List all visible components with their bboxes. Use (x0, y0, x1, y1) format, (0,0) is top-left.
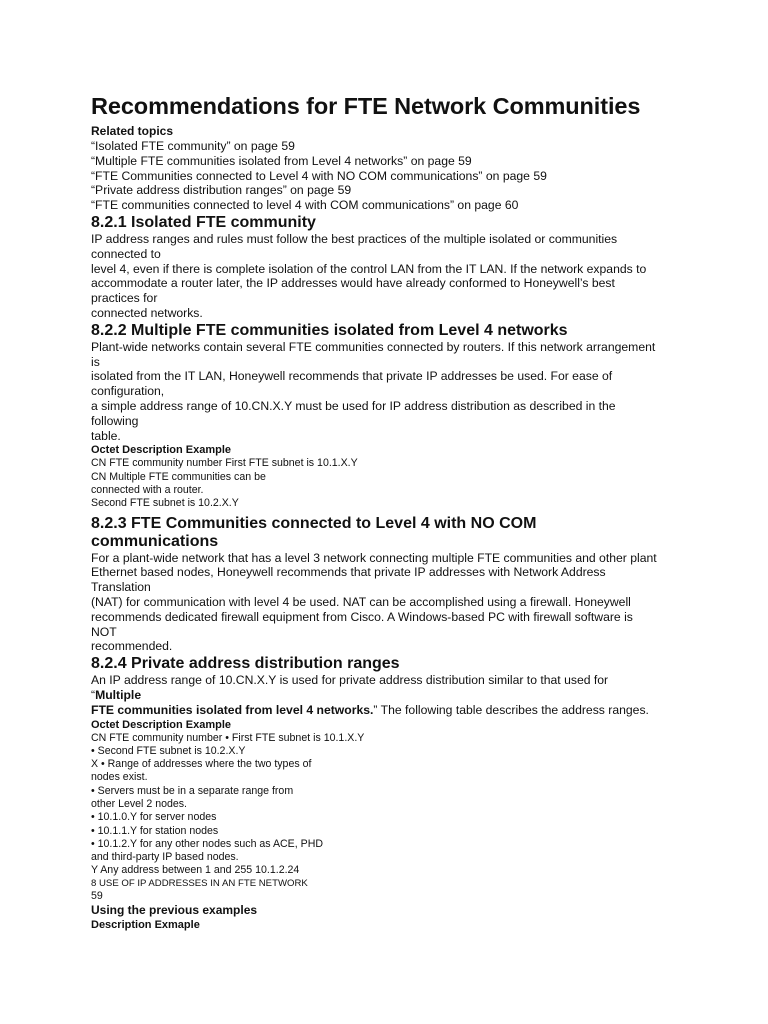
paragraph-line: Plant-wide networks contain several FTE communities connected by routers. If this network arrangement (91, 339, 656, 354)
related-topics-label: Related topics (91, 124, 174, 138)
related-topic-link[interactable]: “FTE communities connected to level 4 with COM communications” on page 60 (91, 198, 519, 213)
paragraph-line: is (91, 354, 100, 369)
paragraph-line: NOT (91, 624, 117, 639)
section-body-8-2-1 (91, 232, 681, 321)
related-topic-link[interactable]: “Multiple FTE communities isolated from Level 4 networks” on page 59 (91, 153, 472, 168)
table-row: • Second FTE subnet is 10.2.X.Y (91, 744, 246, 757)
plain-text: ” The following table describes the address ranges. (373, 702, 649, 717)
paragraph-line: following (91, 413, 139, 428)
paragraph-line: (NAT) for communication with level 4 be used. NAT can be accomplished using a firewall. Honeywell (91, 594, 631, 609)
table-row: • Servers must be in a separate range from (91, 784, 294, 797)
table-row: other Level 2 nodes. (91, 797, 188, 810)
table-row: Y Any address between 1 and 255 10.1.2.24 (91, 864, 300, 877)
related-topics-list (91, 139, 681, 213)
table-row: • 10.1.1.Y for station nodes (91, 824, 219, 837)
document-content (91, 92, 681, 932)
related-topic-link[interactable]: “FTE Communities connected to Level 4 with NO COM communications” on page 59 (91, 168, 547, 183)
paragraph-line: accommodate a router later, the IP addresses would have already conformed to Honeywell’s best (91, 276, 615, 291)
related-topic-link[interactable]: “Isolated FTE community” on page 59 (91, 139, 295, 153)
heading-line: communications (91, 532, 219, 550)
section-heading-8-2-2: 8.2.2 Multiple FTE communities isolated from Level 4 networks (91, 321, 568, 339)
heading-line: 8.2.3 FTE Communities connected to Level 4 with NO COM (91, 514, 537, 532)
paragraph-line: connected to (91, 246, 161, 261)
table-row: CN Multiple FTE communities can be (91, 470, 266, 483)
paragraph-line: level 4, even if there is complete isolation of the control LAN from the IT LAN. If the network expands to (91, 261, 647, 276)
using-examples-label: Using the previous examples (91, 903, 258, 918)
section-heading-8-2-3 (91, 515, 681, 551)
paragraph-line: IP address ranges and rules must follow the best practices of the multiple isolated or communities (91, 231, 618, 246)
paragraph-line (91, 688, 681, 703)
related-topic-link[interactable]: “Private address distribution ranges” on page 59 (91, 183, 352, 198)
paragraph-line: table. (91, 428, 121, 443)
paragraph-line: Translation (91, 580, 151, 595)
paragraph-line: configuration, (91, 384, 165, 399)
paragraph-line: Ethernet based nodes, Honeywell recommends that private IP addresses with Network Address (91, 565, 606, 580)
paragraph-line: recommends dedicated firewall equipment from Cisco. A Windows-based PC with firewall software is (91, 609, 633, 624)
table-row: nodes exist. (91, 771, 148, 784)
paragraph-line: a simple address range of 10.CN.X.Y must be used for IP address distribution as described in the (91, 398, 616, 413)
paragraph-line: isolated from the IT LAN, Honeywell recommends that private IP addresses be used. For ease of (91, 369, 613, 384)
table-row: and third-party IP based nodes. (91, 851, 239, 864)
paragraph-line: connected networks. (91, 305, 203, 320)
paragraph-line: For a plant-wide network that has a level 3 network connecting multiple FTE communities and other plant (91, 550, 657, 565)
section-body-8-2-4 (91, 673, 681, 903)
section-body-8-2-2 (91, 340, 681, 511)
paragraph-line: An IP address range of 10.CN.X.Y is used for private address distribution similar to that used for (91, 673, 609, 688)
page-title: Recommendations for FTE Network Communities (91, 93, 641, 119)
table-row: connected with a router. (91, 483, 204, 496)
paragraph-line: recommended. (91, 639, 173, 654)
paragraph-line: practices for (91, 291, 158, 306)
section-heading-8-2-4: 8.2.4 Private address distribution ranges (91, 655, 400, 673)
page-number: 59 (91, 889, 103, 902)
section-heading-8-2-1: 8.2.1 Isolated FTE community (91, 213, 316, 231)
paragraph-line (91, 703, 681, 718)
table-row: X • Range of addresses where the two types of (91, 758, 312, 771)
table-header: Octet Description Example (91, 444, 231, 457)
emphasis-text: Multiple (95, 687, 142, 702)
quote-mark: “ (91, 687, 96, 702)
using-table-header: Description Exmaple (91, 919, 200, 932)
table-row: Second FTE subnet is 10.2.X.Y (91, 497, 239, 510)
running-footer-section: 8 USE OF IP ADDRESSES IN AN FTE NETWORK (91, 877, 308, 889)
table-row: CN FTE community number • First FTE subnet is 10.1.X.Y (91, 731, 365, 744)
emphasis-text: FTE communities isolated from level 4 networks. (91, 702, 374, 717)
table-row: • 10.1.0.Y for server nodes (91, 811, 217, 824)
table-row: CN FTE community number First FTE subnet is 10.1.X.Y (91, 457, 358, 470)
section-body-8-2-3 (91, 551, 681, 655)
table-header: Octet Description Example (91, 718, 231, 731)
table-row: • 10.1.2.Y for any other nodes such as ACE, PHD (91, 837, 323, 850)
